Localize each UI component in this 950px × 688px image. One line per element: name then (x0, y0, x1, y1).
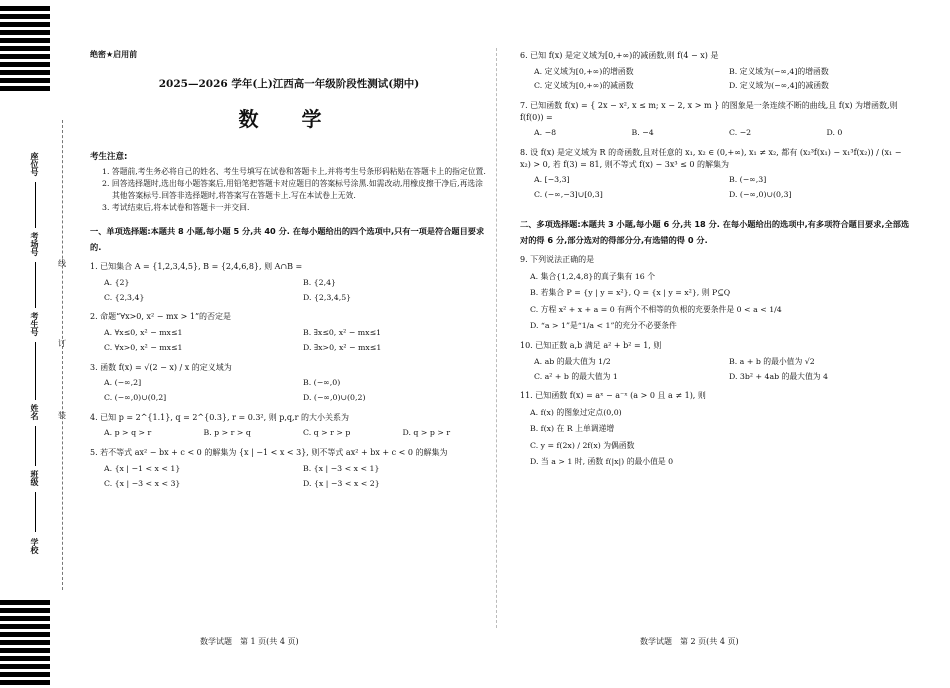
option: B. 定义域为(−∞,4]的增函数 (729, 66, 829, 76)
page-2-footer: 数学试题 第 2 页(共 4 页) (640, 637, 739, 646)
binding-stripe (0, 656, 50, 661)
option: D. (−∞,0)∪(0,2) (303, 393, 366, 403)
option: C. (−∞,−3]∪[0,3] (534, 190, 603, 200)
option: A. 集合{1,2,4,8}的真子集有 16 个 (530, 271, 656, 281)
question-stem: 10. 已知正数 a,b 满足 a² + b² = 1, 则 (520, 341, 662, 351)
notice-2: 2. 回答选择题时,选出每小题答案后,用铅笔把答题卡对应题目的答案标号涂黑.如需改动,用橡皮擦干净后,再选涂其他答案标号.回答非选择题时,将答案写在答题卡上.写在本试卷上无效. (102, 178, 483, 200)
option: C. {x | −3 < x < 3} (104, 478, 181, 488)
binding-stripe (0, 680, 50, 685)
option: A. 定义域为[0,+∞)的增函数 (534, 66, 634, 76)
binding-stripe (0, 640, 50, 645)
question-8 (520, 147, 910, 203)
option: D. 定义域为(−∞,4]的减函数 (729, 81, 829, 91)
binding-stripe (0, 86, 50, 91)
binding-stripe (0, 624, 50, 629)
field-label-room: 考场号 (30, 232, 40, 256)
question-stem: 8. 设 f(x) 是定义域为 R 的奇函数,且对任意的 x₁, x₂ ∈ (0,+∞), x₁ ≠ x₂, 都有 (x₂³f(x₁) − x₁³f(x₂)) / (x₁ − x₂) > 0, 若 f(3) = 81, 则不等式 f(x) − 3x³ ≤ 0 的解集为 (520, 148, 902, 169)
question-stem: 5. 若不等式 ax² − bx + c < 0 的解集为 {x | −1 < x < 3}, 则不等式 ax² + bx + c < 0 的解集为 (90, 448, 448, 458)
page-2 (520, 50, 910, 470)
question-1 (90, 261, 488, 305)
bind-mark: 订 (58, 339, 66, 348)
binding-stripe (0, 70, 50, 75)
subject-title: 数 学 (238, 107, 340, 132)
column-divider (496, 48, 497, 628)
question-5 (90, 447, 488, 491)
option: A. f(x) 的图象过定点(0,0) (530, 408, 622, 418)
question-7 (520, 100, 910, 141)
page-1 (90, 50, 488, 492)
binding-stripe (0, 78, 50, 83)
option: D. q > p > r (402, 428, 451, 438)
question-stem: 4. 已知 p = 2^{1.1}, q = 2^{0.3}, r = 0.3², 则 p,q,r 的大小关系为 (90, 412, 349, 422)
option: D. “a > 1”是“1/a < 1”的充分不必要条件 (530, 320, 677, 330)
field-label-seat: 座位号 (30, 152, 40, 176)
question-2 (90, 311, 488, 355)
page-1-footer: 数学试题 第 1 页(共 4 页) (200, 637, 299, 646)
cut-line (62, 120, 63, 590)
line-mark: 线 (58, 259, 66, 268)
question-stem: 3. 函数 f(x) = √(2 − x) / x 的定义域为 (90, 362, 232, 372)
question-stem: 9. 下列说法正确的是 (520, 255, 595, 265)
question-9 (520, 254, 910, 334)
binding-stripe (0, 600, 50, 605)
option: B. a + b 的最小值为 √2 (729, 356, 815, 366)
binding-margin (16, 120, 78, 590)
blank-line (35, 342, 36, 400)
section-1-heading: 一、单项选择题:本题共 8 小题,每小题 5 分,共 40 分. 在每小题给出的四个选项中,只有一项是符合题目要求的. (90, 226, 485, 252)
section-2-heading: 二、多项选择题:本题共 3 小题,每小题 6 分,共 18 分. 在每小题给出的选项中,有多项符合题目要求,全部选对的得 6 分,部分选对的得部分分,有选错的得 0 分. (520, 219, 910, 245)
question-4 (90, 412, 488, 441)
binding-stripe (0, 38, 50, 43)
question-3 (90, 362, 488, 406)
option: A. [−3,3] (534, 175, 570, 185)
option: B. −4 (631, 128, 654, 138)
exam-title: 2025—2026 学年(上)江西高一年级阶段性测试(期中) (158, 78, 420, 90)
seal-mark: 装 (58, 411, 66, 420)
option: C. 定义域为[0,+∞)的减函数 (534, 81, 634, 91)
blank-line (35, 492, 36, 532)
option: D. (−∞,0)∪(0,3] (729, 190, 792, 200)
question-11 (520, 390, 910, 470)
option: A. ∀x≤0, x² − mx≤1 (104, 328, 183, 338)
option: C. {2,3,4} (104, 292, 145, 302)
question-6 (520, 50, 910, 94)
notice-1: 1. 答题前,考生务必将自己的姓名、考生号填写在试卷和答题卡上,并将考生号条形码粘贴在答题卡上的指定位置. (102, 166, 486, 176)
notice-heading: 考生注意: (90, 152, 128, 163)
binding-stripe (0, 54, 50, 59)
option: D. 3b² + 4ab 的最大值为 4 (729, 371, 828, 381)
blank-line (35, 262, 36, 308)
field-label-examinee: 考生号 (30, 312, 40, 336)
binding-stripe (0, 632, 50, 637)
option: A. −8 (534, 128, 557, 138)
option: A. p > q > r (104, 428, 152, 438)
option: C. ∀x>0, x² − mx≤1 (104, 342, 183, 352)
question-stem: 1. 已知集合 A = {1,2,3,4,5}, B = {2,4,6,8}, 则 A∩B = (90, 262, 303, 272)
binding-stripe (0, 672, 50, 677)
option: D. 0 (826, 128, 843, 138)
option: A. ab 的最大值为 1/2 (534, 356, 611, 366)
question-stem: 6. 已知 f(x) 是定义域为[0,+∞)的减函数,则 f(4 − x) 是 (520, 51, 719, 60)
option: C. q > r > p (303, 428, 351, 438)
option: A. {2} (104, 277, 130, 287)
option: D. 当 a > 1 时, 函数 f(|x|) 的最小值是 0 (530, 457, 674, 467)
option: C. 方程 x² + x + a = 0 有两个不相等的负根的充要条件是 0 < a < 1/4 (530, 304, 782, 314)
option: D. ∃x>0, x² − mx≤1 (303, 342, 382, 352)
option: B. (−∞,0) (303, 378, 341, 388)
option: C. (−∞,0)∪(0,2] (104, 393, 167, 403)
question-stem: 7. 已知函数 f(x) = { 2x − x², x ≤ m; x − 2, x > m } 的图象是一条连续不断的曲线,且 f(x) 为增函数,则 f(f(0)) = (520, 101, 898, 122)
field-label-name: 姓名 (30, 404, 40, 420)
binding-stripe (0, 616, 50, 621)
blank-line (35, 426, 36, 466)
option: B. 若集合 P = {y | y = x²}, Q = {x | y = x²}, 则 P⊆Q (530, 288, 731, 298)
option: A. (−∞,2] (104, 378, 142, 388)
binding-stripe (0, 46, 50, 51)
option: B. f(x) 在 R 上单调递增 (530, 424, 615, 434)
option: C. a² + b 的最大值为 1 (534, 371, 618, 381)
field-label-school: 学校 (30, 538, 40, 554)
option: D. {2,3,4,5} (303, 292, 352, 302)
option: D. {x | −3 < x < 2} (303, 478, 380, 488)
field-label-class: 班级 (30, 470, 40, 486)
option: C. −2 (729, 128, 752, 138)
binding-stripe (0, 22, 50, 27)
notice-3: 3. 考试结束后,将本试卷和答题卡一并交回. (102, 202, 250, 212)
option: B. p > r > q (203, 428, 251, 438)
binding-stripe (0, 648, 50, 653)
option: A. {x | −1 < x < 1} (104, 463, 181, 473)
binding-stripe (0, 62, 50, 67)
option: B. (−∞,3] (729, 175, 767, 185)
option: B. ∃x≤0, x² − mx≤1 (303, 328, 382, 338)
option: C. y = f(2x) / 2f(x) 为偶函数 (530, 440, 635, 450)
binding-stripe (0, 6, 50, 11)
blank-line (35, 182, 36, 228)
secret-label: 绝密★启用前 (90, 50, 138, 59)
binding-stripe (0, 608, 50, 613)
question-stem: 2. 命题“∀x>0, x² − mx > 1”的否定是 (90, 312, 232, 322)
binding-stripe (0, 30, 50, 35)
question-stem: 11. 已知函数 f(x) = aˣ − a⁻ˣ (a > 0 且 a ≠ 1), 则 (520, 391, 706, 401)
binding-stripe (0, 664, 50, 669)
binding-stripe (0, 14, 50, 19)
option: B. {2,4} (303, 277, 337, 287)
question-10 (520, 340, 910, 384)
option: B. {x | −3 < x < 1} (303, 463, 380, 473)
